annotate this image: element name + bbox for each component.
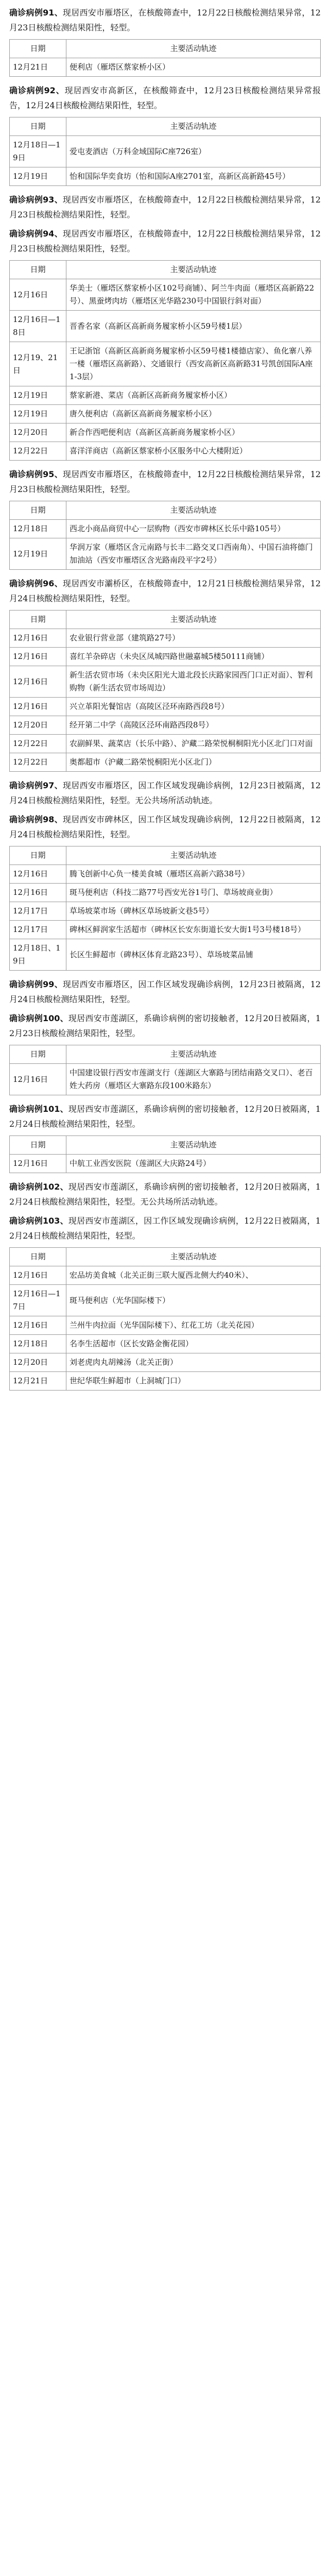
- row-date: 12月19日: [10, 167, 66, 186]
- row-track: 草场坡菜市场（碑林区草场坡新文巷5号）: [66, 902, 321, 921]
- row-track: 西北小商品商贸中心一层购物（西安市碑林区长乐中路105号）: [66, 520, 321, 538]
- table-header-row: [10, 261, 321, 279]
- row-track: 华润万家（雁塔区含元南路与长丰二路交叉口西南角）、中国石油将德门加油站（西安市雁塔区含光路南段平字2号）: [66, 538, 321, 570]
- table-row: [10, 939, 321, 971]
- case-paragraph: [9, 576, 321, 606]
- table-header-row: [10, 40, 321, 58]
- case-description: 现居西安市高新区，在核酸筛查中，12月23日核酸检测结果异常报告，12月24日核酸检测结果阳性，轻型。: [9, 86, 321, 110]
- row-track: 新合作西吧便利店（高新区高新商务履家桥小区）: [66, 423, 321, 442]
- row-date: 12月16日: [10, 1155, 66, 1173]
- row-track: 农业银行营业部（建筑路27号）: [66, 629, 321, 648]
- activity-table: [9, 117, 321, 186]
- table-row: [10, 735, 321, 753]
- table-row: [10, 423, 321, 442]
- row-track: 兴立革阳光餐馆店（高陵区泾环南路西段8号）: [66, 698, 321, 716]
- row-track: 斑马便利店（科技二路77号西安光谷1号门、草场坡商业街）: [66, 884, 321, 902]
- case-paragraph: [9, 1011, 321, 1041]
- table-row: [10, 279, 321, 311]
- row-track: 碑林区鲜润家生活超市（碑林区长安东街道长安大街1号3号楼18号）: [66, 921, 321, 939]
- row-track: 世纪华联生鲜超市（上洞城门口）: [66, 1372, 321, 1391]
- activity-table: [9, 501, 321, 570]
- header-date: 日期: [10, 1136, 66, 1155]
- case-id: 确诊病例93、: [9, 195, 63, 205]
- header-track: 主要活动轨迹: [66, 611, 321, 629]
- header-track: 主要活动轨迹: [66, 1045, 321, 1064]
- table-row: [10, 1285, 321, 1316]
- row-track: 中国建设银行西安市莲湖支行（莲湖区大寨路与团结南路交叉口）、老百姓大药房（雁塔区大寨路东段100米路东）: [66, 1064, 321, 1095]
- table-row: [10, 1155, 321, 1173]
- table-row: [10, 753, 321, 772]
- table-row: [10, 538, 321, 570]
- table-row: [10, 386, 321, 405]
- row-date: 12月21日: [10, 1372, 66, 1391]
- activity-table: [9, 39, 321, 77]
- table-row: [10, 1372, 321, 1391]
- header-date: 日期: [10, 501, 66, 520]
- table-row: [10, 921, 321, 939]
- case-paragraph: [9, 192, 321, 222]
- row-track: 爱屯麦酒店（万科金域国际C座726室）: [66, 136, 321, 167]
- table-header-row: [10, 1248, 321, 1266]
- header-track: 主要活动轨迹: [66, 501, 321, 520]
- case-description: 现居西安市莲湖区，系确诊病例的密切接触者，12月20日被隔离，12月24日核酸检测结果阳性，轻型。: [9, 1104, 321, 1129]
- table-row: [10, 1335, 321, 1353]
- case-paragraph: [9, 977, 321, 1007]
- case-paragraph: [9, 1213, 321, 1243]
- header-track: 主要活动轨迹: [66, 1136, 321, 1155]
- row-date: 12月19日: [10, 538, 66, 570]
- row-date: 12月19日: [10, 405, 66, 423]
- row-date: 12月17日: [10, 902, 66, 921]
- row-date: 12月22日: [10, 753, 66, 772]
- activity-table: [9, 260, 321, 461]
- table-header-row: [10, 611, 321, 629]
- case-id: 确诊病例102、: [9, 1182, 68, 1192]
- table-row: [10, 520, 321, 538]
- row-track: 中航工业西安医院（莲湖区大庆路24号）: [66, 1155, 321, 1173]
- row-track: 蔡家新港、菜店（高新区高新商务履家桥小区）: [66, 386, 321, 405]
- table-row: [10, 698, 321, 716]
- case-paragraph: [9, 812, 321, 842]
- row-date: 12月20日: [10, 716, 66, 735]
- table-row: [10, 1353, 321, 1372]
- case-id: 确诊病例96、: [9, 579, 63, 588]
- row-track: 华美士（雁塔区蔡家桥小区102号商铺）、阿兰牛肉面（雁塔区高新路22号）、黑蚕烤肉坊（雁塔区光华路230号中国银行斜对面）: [66, 279, 321, 311]
- activity-table: [9, 1247, 321, 1391]
- case-paragraph: [9, 83, 321, 113]
- row-date: 12月19、21日: [10, 342, 66, 386]
- case-paragraph: [9, 226, 321, 256]
- case-description: 现居西安市雁塔区，因工作区域发现确诊病例，12月23日被隔离，12月24日核酸检测结果阳性，轻型。: [9, 979, 321, 1004]
- header-track: 主要活动轨迹: [66, 117, 321, 136]
- header-date: 日期: [10, 1248, 66, 1266]
- case-paragraph: [9, 1179, 321, 1209]
- row-date: 12月16日—17日: [10, 1285, 66, 1316]
- table-header-row: [10, 1045, 321, 1064]
- row-date: 12月16日: [10, 1316, 66, 1335]
- row-date: 12月16日: [10, 666, 66, 698]
- row-track: 农副鲜果、蔬菜店（长乐中路）、沪藏二路荣悦桐桐阳光小区北门口对面: [66, 735, 321, 753]
- row-track: 经开第二中学（高陵区泾环南路西段8号）: [66, 716, 321, 735]
- row-date: 12月18日: [10, 1335, 66, 1353]
- row-date: 12月21日: [10, 58, 66, 77]
- row-date: 12月16日: [10, 698, 66, 716]
- header-date: 日期: [10, 846, 66, 865]
- row-date: 12月16日—18日: [10, 311, 66, 342]
- row-track: 长区生鲜超市（碑林区体育北路23号）、草场坡菜品铺: [66, 939, 321, 971]
- table-row: [10, 342, 321, 386]
- row-date: 12月20日: [10, 1353, 66, 1372]
- row-date: 12月16日: [10, 1064, 66, 1095]
- row-date: 12月18日—19日: [10, 136, 66, 167]
- case-paragraph: [9, 778, 321, 808]
- table-header-row: [10, 846, 321, 865]
- header-date: 日期: [10, 117, 66, 136]
- table-row: [10, 629, 321, 648]
- case-paragraph: [9, 5, 321, 35]
- table-row: [10, 1064, 321, 1095]
- case-id: 确诊病例92、: [9, 86, 65, 95]
- table-row: [10, 1316, 321, 1335]
- row-date: 12月16日: [10, 279, 66, 311]
- case-description: 现居西安市雁塔区，在核酸筛查中，12月22日核酸检测结果异常，12月23日核酸检测结果阳性，轻型。: [9, 229, 321, 253]
- row-date: 12月22日: [10, 442, 66, 461]
- row-date: 12月16日: [10, 629, 66, 648]
- header-date: 日期: [10, 611, 66, 629]
- case-description: 现居西安市灞桥区，在核酸筛查中，12月21日核酸检测结果异常，12月24日核酸检测结果阳性，轻型。: [9, 579, 321, 603]
- row-date: 12月16日: [10, 865, 66, 884]
- activity-table: [9, 1136, 321, 1173]
- table-row: [10, 167, 321, 186]
- row-track: 宏品坊美食城（北关正街三联大厦西北侧大约40米）、: [66, 1266, 321, 1285]
- table-header-row: [10, 501, 321, 520]
- activity-table: [9, 846, 321, 971]
- case-id: 确诊病例95、: [9, 469, 63, 479]
- table-row: [10, 716, 321, 735]
- header-track: 主要活动轨迹: [66, 1248, 321, 1266]
- activity-table: [9, 610, 321, 772]
- case-id: 确诊病例98、: [9, 815, 63, 824]
- header-date: 日期: [10, 261, 66, 279]
- case-paragraph: [9, 1101, 321, 1131]
- row-date: 12月17日: [10, 921, 66, 939]
- case-id: 确诊病例97、: [9, 781, 63, 790]
- case-description: 现居西安市雁塔区，在核酸筛查中，12月22日核酸检测结果异常，12月23日核酸检测结果阳性，轻型。: [9, 8, 321, 32]
- case-description: 现居西安市莲湖区，系确诊病例的密切接触者，12月20日被隔离，12月23日核酸检测结果阳性，轻型。: [9, 1013, 321, 1038]
- row-date: 12月18日、19日: [10, 939, 66, 971]
- activity-table: [9, 1045, 321, 1095]
- row-date: 12月18日: [10, 520, 66, 538]
- table-header-row: [10, 1136, 321, 1155]
- table-row: [10, 666, 321, 698]
- row-track: 王记浙馆（高新区高新商务履家桥小区59号楼1楼德店家）、鱼化寨八养一楼（雁塔区高新路）、交通银行（西安高新区高新路31号凯创国际A座1-3层）: [66, 342, 321, 386]
- row-track: 刘老虎肉丸胡辣汤（北关正街）: [66, 1353, 321, 1372]
- case-description: 现居西安市雁塔区，在核酸筛查中，12月22日核酸检测结果异常，12月23日核酸检测结果阳性，轻型。: [9, 469, 321, 494]
- table-row: [10, 442, 321, 461]
- row-track: 怡和国际华奕食坊（怡和国际A座2701室，高新区高新路45号）: [66, 167, 321, 186]
- row-date: 12月19日: [10, 386, 66, 405]
- row-date: 12月16日: [10, 1266, 66, 1285]
- row-date: 12月22日: [10, 735, 66, 753]
- table-row: [10, 136, 321, 167]
- case-description: 现居西安市碑林区，因工作区域发现确诊病例，12月22日被隔离，12月24日核酸检测结果阳性，轻型。: [9, 815, 321, 839]
- case-id: 确诊病例101、: [9, 1104, 68, 1114]
- header-date: 日期: [10, 40, 66, 58]
- header-track: 主要活动轨迹: [66, 261, 321, 279]
- case-description: 现居西安市莲湖区，系确诊病例的密切接触者，12月20日被隔离，12月24日核酸检测结果阳性，轻型。无公共场所活动轨迹。: [9, 1182, 321, 1207]
- case-id: 确诊病例94、: [9, 229, 63, 239]
- case-description: 现居西安市莲湖区，因工作区域发现确诊病例，12月22日被隔离，12月24日核酸检测结果阳性，轻型。: [9, 1216, 321, 1241]
- case-id: 确诊病例99、: [9, 979, 63, 989]
- case-id: 确诊病例100、: [9, 1013, 68, 1023]
- row-track: 喜红羊杂碎店（未央区凤城四路世融嘉城5楼50111商铺）: [66, 648, 321, 666]
- row-track: 斑马便利店（光华国际楼下）: [66, 1285, 321, 1316]
- case-description: 现居西安市雁塔区，因工作区域发现确诊病例，12月23日被隔离，12月24日核酸检测结果阳性，轻型。无公共场所活动轨迹。: [9, 781, 321, 805]
- row-track: 兰州牛肉拉面（光华国际楼下）、红花工坊（北关花园）: [66, 1316, 321, 1335]
- case-paragraph: [9, 467, 321, 497]
- table-header-row: [10, 117, 321, 136]
- row-track: 唐久便利店（高新区高新商务履家桥小区）: [66, 405, 321, 423]
- table-row: [10, 902, 321, 921]
- table-row: [10, 648, 321, 666]
- row-track: 晋香名家（高新区高新商务履家桥小区59号楼1层）: [66, 311, 321, 342]
- table-row: [10, 58, 321, 77]
- row-track: 奥都超市（沪藏二路荣悦桐阳光小区北门）: [66, 753, 321, 772]
- row-track: 腾飞创新中心负一楼美食城（雁塔区高新六路38号）: [66, 865, 321, 884]
- case-id: 确诊病例91、: [9, 8, 63, 18]
- row-track: 喜洋洋商店（高新区蔡家桥小区服务中心大楼附近）: [66, 442, 321, 461]
- row-track: 便利店（雁塔区蔡家桥小区）: [66, 58, 321, 77]
- header-track: 主要活动轨迹: [66, 846, 321, 865]
- row-date: 12月16日: [10, 648, 66, 666]
- header-track: 主要活动轨迹: [66, 40, 321, 58]
- table-row: [10, 1266, 321, 1285]
- row-date: 12月20日: [10, 423, 66, 442]
- row-track: 名李生活超市（区长安路金衡花园）: [66, 1335, 321, 1353]
- table-row: [10, 884, 321, 902]
- case-id: 确诊病例103、: [9, 1216, 68, 1226]
- case-description: 现居西安市雁塔区，在核酸筛查中，12月22日核酸检测结果异常，12月23日核酸检测结果阳性，轻型。: [9, 195, 321, 219]
- header-date: 日期: [10, 1045, 66, 1064]
- table-row: [10, 311, 321, 342]
- row-track: 新生活农贸市场（未央区阳光大道北段长庆路家园西门口正对面）、智利购物（新生活农贸市场周边）: [66, 666, 321, 698]
- table-row: [10, 865, 321, 884]
- table-row: [10, 405, 321, 423]
- row-date: 12月16日: [10, 884, 66, 902]
